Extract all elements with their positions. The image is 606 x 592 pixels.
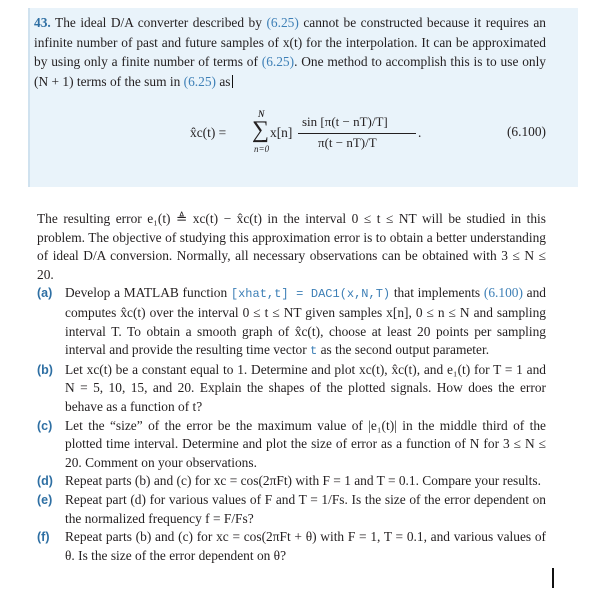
intro-text-c: (t) for the interpolation. It can be approximated by using only a finite number of terms of (34, 34, 546, 69)
problem-number: 43. (34, 15, 51, 30)
text-caret (232, 75, 233, 88)
equation-term: x[n] (270, 125, 293, 140)
text-cursor (552, 568, 554, 588)
fraction-numerator: sin [π(t − nT)/T] (302, 114, 388, 129)
subpart-text: as the second output parameter. (317, 342, 490, 358)
subpart-b (37, 361, 546, 417)
intro-text-b: cannot be constructed because it requires an infinite number of past and future samples of x (34, 15, 546, 50)
subpart-label: (e) (37, 492, 53, 507)
subpart-text: that implements (390, 285, 484, 301)
equation-number: (6.100) (506, 124, 546, 139)
subpart-text: Repeat parts (b) and (c) for xc = cos(2πFt + θ) with F = 1, T = 0.1, and various values of θ. Is the size of the error dependent on θ? (65, 529, 546, 563)
subpart-list (37, 284, 546, 565)
fraction-denominator: π(t − nT)/T (318, 135, 377, 150)
error-paragraph: The resulting error e₁(t) ≜ xc(t) − x̂c(t) in the interval 0 ≤ t ≤ NT will be studied in this problem. The objective of studying this approximation error is to obtain a better understanding of ideal D/A conversion. Normally, all necessary observations can be obtained with 3 ≤ N ≤ 20. (37, 211, 546, 282)
problem-intro[interactable] (34, 13, 546, 91)
equation-reference-link[interactable]: (6.25) (266, 15, 299, 30)
subpart-text: Develop a MATLAB function (65, 285, 231, 301)
matlab-code: t (310, 344, 318, 359)
subpart-text: Repeat part (d) for various values of F and T = 1/Fs. Is the size of the error dependent on the normalized frequency f = F/Fs? (65, 491, 546, 526)
subpart-text: Let the “size” of the error be the maximum value of |e₁(t)| in the middle third of the plotted time interval. Determine and plot the size of error as a function of N for 3 ≤ N ≤ 20. Comment on your observations. (65, 417, 546, 470)
equation-reference-link[interactable]: (6.25) (183, 73, 216, 89)
equation-lhs: x̂c(t) = (190, 125, 227, 140)
summation-sign: ∑ (252, 117, 270, 143)
subpart-label: (b) (37, 362, 53, 377)
subpart-label: (f) (37, 530, 50, 545)
subpart-text: and computes x̂c(t) over the interval 0 ≤ t ≤ NT given samples x[n], 0 ≤ n ≤ N and sampling interval T. To obtain a smooth graph of x̂c(t), choose at least 20 points per sampling interval and provide the resulting time vector (65, 285, 547, 358)
subpart-a (37, 284, 546, 360)
sum-lower-limit: n=0 (254, 144, 270, 154)
subpart-label: (c) (37, 418, 53, 433)
subpart-label: (d) (37, 474, 53, 489)
subpart-c (37, 417, 546, 473)
intro-text-a: The ideal D/A converter described by (50, 15, 267, 30)
subpart-text: Let xc(t) be a constant equal to 1. Determine and plot xc(t), x̂c(t), and e₁(t) for T = 1 and N = 5, 10, 15, and 20. Explain the shapes of the plotted signals. How does the error behave as a function of t? (65, 361, 546, 414)
subpart-f (37, 528, 546, 565)
subpart-text: Repeat parts (b) and (c) for xc = cos(2πFt) with F = 1 and T = 0.1. Compare your results. (65, 473, 541, 489)
equation-reference-link[interactable]: (6.25) (261, 54, 295, 69)
subpart-e (37, 491, 546, 528)
intro-text-e: as (215, 73, 231, 89)
problem-body (37, 210, 546, 565)
fraction-bar (298, 133, 416, 134)
equation-period: . (418, 125, 422, 140)
subpart-d (37, 472, 546, 491)
matlab-code: [xhat,t] = DAC1(x,N,T) (230, 287, 391, 302)
subpart-label: (a) (37, 286, 53, 301)
sum-upper-limit: N (258, 109, 265, 119)
equation-reference-link[interactable]: (6.100) (483, 285, 523, 301)
equation-row (34, 104, 546, 162)
intro-text-d: . One method to accomplish this is to use only (N + 1) terms of the sum in (34, 54, 547, 89)
